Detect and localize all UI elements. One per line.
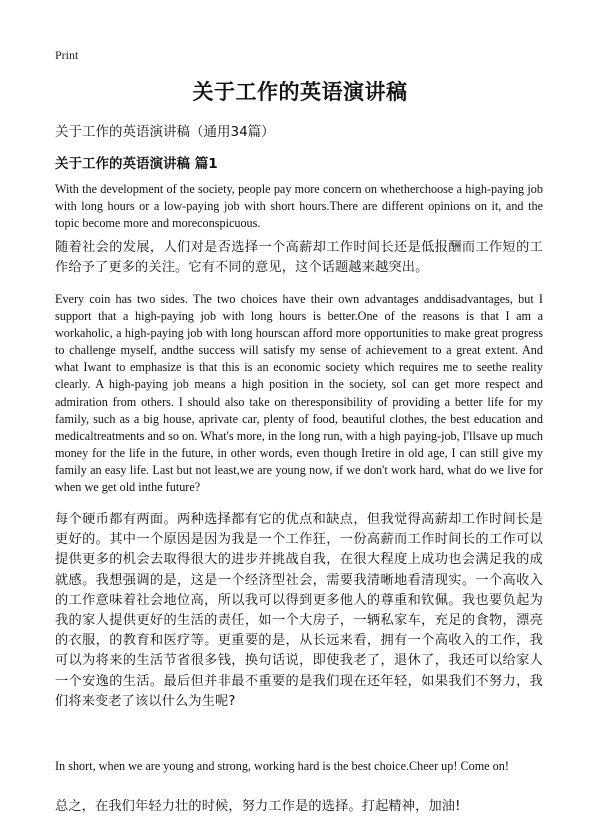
paragraph-chinese-intro: 随着社会的发展，人们对是否选择一个高薪却工作时间长还是低报酬而工作短的工作给予了更多的关注。它有不同的意见，这个话题越来越突出。 — [55, 240, 543, 276]
paragraph-english-body: Every coin has two sides. The two choices have their own advantages anddisadvantages, but I support that a high-paying job with long hours is better.One of the reasons is that I am a workaholic, a high-paying job with long hourscan afford more opportunities to make great progress to challenge myself, andthe success will satisfy my sense of achievement to a great extent. And what Iwant to emphasize is that this is an economic society which requires me to seethe reality clearly. A high-paying job means a high position in the society, soI can get more respect and admiration from others. I should also take on theresponsibility of providing a better life for my family, such as a big house, aprivate car, plenty of food, beautiful clothes, the best education and medicaltreatments and so on. What's more, in the long run, with a high paying-job, I'llsave up much money for the life in the future, in other words, even though Iretire in old age, I can still give my family an easy life. Last but not least,we are young now, if we don't work hard, what do we live for when we get old inthe future? — [55, 292, 543, 495]
paragraph-chinese-body: 每个硬币都有两面。两种选择都有它的优点和缺点，但我觉得高薪却工作时间长是更好的。其中一个原因是因为我是一个工作狂，一份高薪而工作时间长的工作可以提供更多的机会去取得很大的进步并挑战自我，在很大程度上成功也会满足我的成就感。我想强调的是，这是一个经济型社会，需要我清晰地看清现实。一个高收入的工作意味着社会地位高，所以我可以得到更多他人的尊重和钦佩。我也要负起为我的家人提供更好的生活的责任，如一个大房子，一辆私家车，充足的食物，漂亮的衣服，的教育和医疗等。更重要的是，从长远来看，拥有一个高收入的工作，我可以为将来的生活节省很多钱，换句话说，即使我老了，退休了，我还可以给家人一个安逸的生活。最后但并非最不重要的是我们现在还年轻，如果我们不努力，我们将来变老了该以什么为生呢? — [55, 512, 543, 709]
page-title: 关于工作的英语演讲稿 — [192, 80, 408, 104]
print-label[interactable]: Print — [55, 48, 79, 62]
paragraph-english-intro: With the development of the society, people pay more concern on whetherchoose a high-paying job with long hours or a low-paying job with short hours.There are different opinions on it, and the topic become more and moreconspicuous. — [55, 182, 543, 231]
document-subtitle: 关于工作的英语演讲稿（通用34篇） — [55, 124, 275, 140]
paragraph-english-conclusion: In short, when we are young and strong, working hard is the best choice.Cheer up! Come on! — [55, 759, 509, 773]
section-heading: 关于工作的英语演讲稿 篇1 — [55, 156, 218, 172]
paragraph-chinese-conclusion: 总之，在我们年轻力壮的时候，努力工作是的选择。打起精神，加油! — [55, 799, 461, 814]
